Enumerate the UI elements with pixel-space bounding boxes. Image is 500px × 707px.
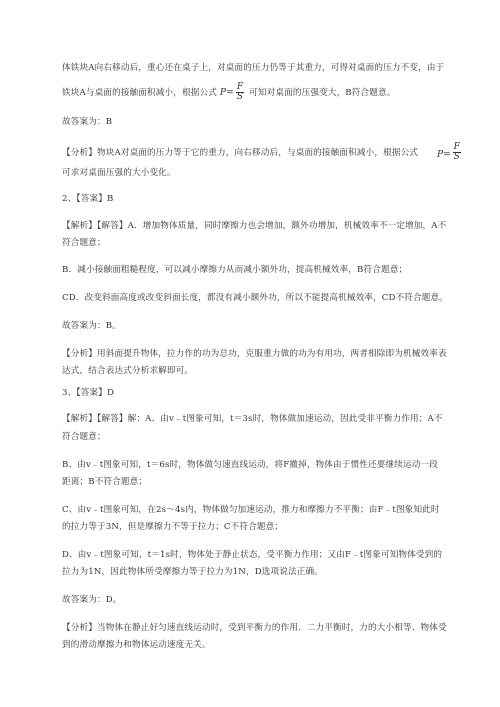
formula-denominator: S — [236, 92, 244, 102]
text-line: 距离；B不符合题意； — [62, 477, 148, 487]
pressure-formula — [219, 82, 249, 102]
answer-heading: 2、【答案】B — [62, 194, 114, 204]
formula-p: P — [437, 150, 444, 160]
text-line: C、由v﹣t图象可知，在2s～4s内，物体做匀加速运动，推力和摩擦力不平衡；由F﹣t图象知此时 — [62, 505, 440, 515]
formula-eq: = — [226, 88, 234, 98]
text-line: 拉力为1N，因此物体所受摩擦力等于拉力为1N，D选项说法正确。 — [62, 567, 323, 577]
pressure-formula — [437, 142, 463, 162]
text-line: 到的滑动摩擦力和物体运动速度无关。 — [62, 640, 211, 650]
text-line: 符合题意； — [62, 238, 106, 248]
answer-heading: 3、【答案】D — [62, 388, 115, 398]
text-segment: 【分析】物块A对桌面的压力等于它的重力，向右移动后，与桌面的接触面积减小，根据公式 — [62, 148, 419, 158]
formula-numerator: F — [453, 142, 460, 152]
formula-fraction — [236, 83, 244, 102]
text-line: CD．改变斜面高度或改变斜面长度，都没有减小额外功，所以不能提高机械效率，CD不符合题意。 — [62, 293, 449, 303]
text-line: 符合题意； — [62, 432, 106, 442]
text-segment: 可知对桌面的压强变大，B符合题意。 — [249, 88, 396, 98]
text-line: 可求对桌面压强的大小变化。 — [62, 168, 176, 178]
formula-fraction — [453, 143, 461, 162]
formula-p: P — [219, 88, 227, 98]
text-line: 【分析】当物体在静止好匀速直线运动时，受到平衡力的作用．二力平衡时，力的大小相等、物体受 — [62, 623, 447, 633]
text-line: 达式，结合表达式分析求解即可。 — [62, 366, 194, 376]
text-line: 故答案为：D。 — [62, 595, 122, 605]
text-line: B、由v﹣t图象可知，t＝6s时，物体做匀速直线运动，将F撤掉，物体由于惯性还要继续运动一段 — [62, 460, 438, 470]
text-line: 【解析】【解答】A．增加物体质量，同时摩擦力也会增加，额外功增加，机械效率不一定增加，A不 — [62, 221, 447, 231]
formula-denominator: S — [453, 152, 460, 162]
text-line: 【解析】【解答】解：A、由v﹣t图象可知，t＝3s时，物体做加速运动，因此受非平衡力作用；A不 — [62, 414, 443, 424]
text-line: 的拉力等于3N，但是摩擦力不等于拉力；C不符合题意； — [62, 522, 284, 532]
text-line: 故答案为：B — [62, 117, 113, 127]
text-line: B．减小接触面粗糙程度，可以减小摩擦力从而减小额外功，提高机械效率，B符合题意； — [62, 265, 408, 275]
text-line: 【分析】用斜面提升物体，拉力作的功为总功，克服重力做的功为有用功，两者相除即为机械效率表 — [62, 349, 447, 359]
formula-numerator: F — [236, 82, 244, 92]
text-line — [62, 147, 442, 160]
text-line: D、由v﹣t图象可知，t＝1s时，物体处于静止状态，受平衡力作用；又由F﹣t图象可知物体受到的 — [62, 550, 443, 560]
text-segment: 铁块A与桌面的接触面积减小，根据公式 — [62, 88, 218, 98]
formula-eq: = — [443, 150, 451, 160]
text-line: 故答案为：B。 — [62, 321, 121, 331]
text-line — [62, 83, 442, 102]
text-line: 体铁块A向右移动后，重心还在桌子上，对桌面的压力仍等于其重力，可得对桌面的压力不变，由于 — [62, 63, 445, 73]
